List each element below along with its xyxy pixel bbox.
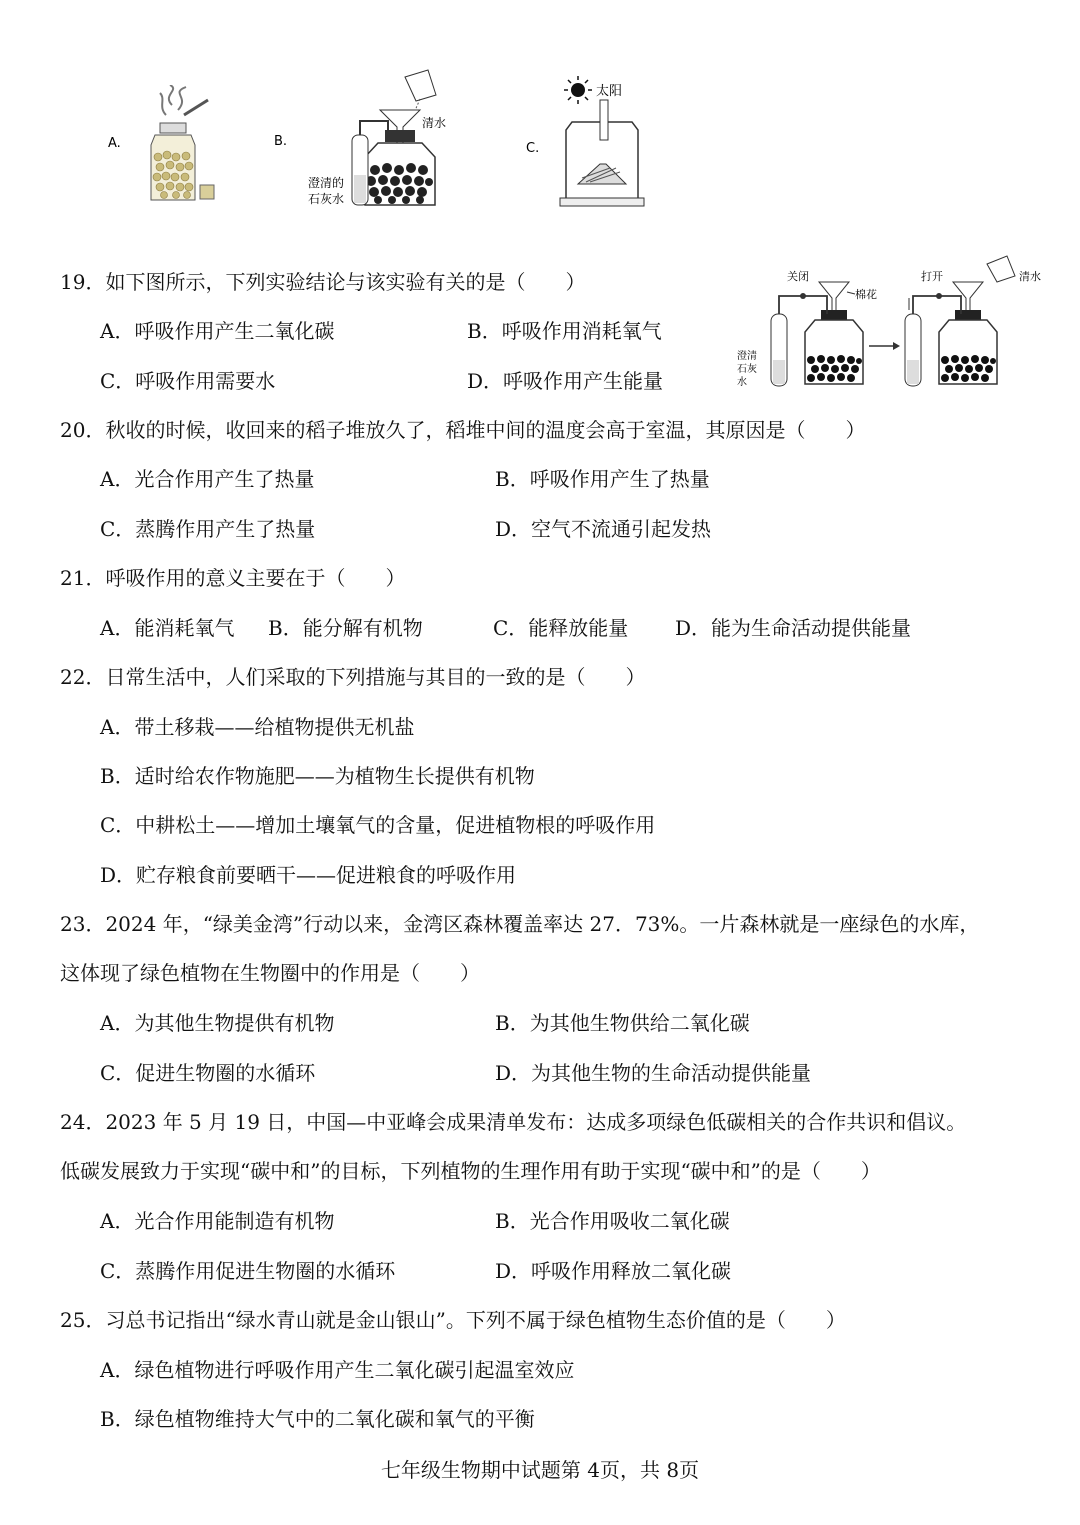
figure-b-limewater-1: 澄清的	[308, 176, 345, 190]
q24-option-a[interactable]: A．光合作用能制造有机物	[100, 1209, 335, 1233]
q23-option-a[interactable]: A．为其他生物提供有机物	[100, 1011, 335, 1035]
q25-option-b[interactable]: B．绿色植物维持大气中的二氧化碳和氧气的平衡	[100, 1407, 535, 1431]
q25-stem: 25．习总书记指出“绿水青山就是金山银山”。下列不属于绿色植物生态价值的是（ ）	[60, 1308, 846, 1332]
q24-option-b[interactable]: B．光合作用吸收二氧化碳	[495, 1209, 730, 1233]
q19-option-c[interactable]: C．呼吸作用需要水	[100, 369, 276, 393]
q19-limewater-3: 水	[737, 377, 747, 388]
q25-option-a[interactable]: A．绿色植物进行呼吸作用产生二氧化碳引起温室效应	[100, 1358, 575, 1382]
q23-stem-line-2: 这体现了绿色植物在生物圈中的作用是（ ）	[60, 961, 480, 985]
q22-option-a[interactable]: A．带土移栽——给植物提供无机盐	[100, 715, 415, 739]
q20-stem: 20．秋收的时候，收回来的稻子堆放久了，稻堆中间的温度会高于室温，其原因是（ ）	[60, 418, 866, 442]
q21-option-a[interactable]: A．能消耗氧气	[100, 616, 235, 640]
q19-option-d[interactable]: D．呼吸作用产生能量	[467, 369, 664, 393]
q21-option-c[interactable]: C．能释放能量	[493, 616, 629, 640]
q19-option-b[interactable]: B．呼吸作用消耗氧气	[467, 319, 662, 343]
q22-option-c[interactable]: C．中耕松土——增加土壤氧气的含量，促进植物根的呼吸作用	[100, 813, 656, 837]
q22-stem: 22．日常生活中，人们采取的下列措施与其目的一致的是（ ）	[60, 665, 646, 689]
q19-option-a[interactable]: A．呼吸作用产生二氧化碳	[100, 319, 335, 343]
q23-option-b[interactable]: B．为其他生物供给二氧化碳	[495, 1011, 750, 1035]
q23-option-c[interactable]: C．促进生物圈的水循环	[100, 1061, 316, 1085]
q19-cotton-label: 棉花	[855, 288, 877, 301]
q23-option-d[interactable]: D．为其他生物的生命活动提供能量	[495, 1061, 812, 1085]
q19-stem: 19．如下图所示，下列实验结论与该实验有关的是（ ）	[60, 270, 586, 294]
figure-b-label: B.	[274, 134, 288, 149]
figure-a-label: A.	[108, 136, 121, 151]
q24-option-c[interactable]: C．蒸腾作用促进生物圈的水循环	[100, 1259, 396, 1283]
figure-c-sun-label: 太阳	[596, 84, 623, 99]
q20-option-a[interactable]: A．光合作用产生了热量	[100, 467, 315, 491]
q20-option-c[interactable]: C．蒸腾作用产生了热量	[100, 517, 316, 541]
q19-limewater-2: 石灰	[737, 364, 757, 375]
figure-b-water-label: 清水	[422, 116, 447, 130]
q19-figure	[735, 252, 1045, 397]
figure-b	[270, 65, 470, 215]
figure-c-label: C.	[526, 141, 540, 156]
q19-closed-label: 关闭	[787, 270, 809, 283]
q20-option-b[interactable]: B．呼吸作用产生了热量	[495, 467, 710, 491]
q21-stem: 21．呼吸作用的意义主要在于（ ）	[60, 566, 406, 590]
q20-option-d[interactable]: D．空气不流通引起发热	[495, 517, 712, 541]
q22-option-b[interactable]: B．适时给农作物施肥——为植物生长提供有机物	[100, 764, 535, 788]
q19-water-label: 清水	[1019, 270, 1041, 283]
q22-option-d[interactable]: D．贮存粮食前要晒干——促进粮食的呼吸作用	[100, 863, 517, 887]
q23-stem-line-1: 23．2024 年，“绿美金湾”行动以来，金湾区森林覆盖率达 27．73%。一片森林就是一座绿色的水库，	[60, 912, 980, 936]
q21-option-d[interactable]: D．能为生命活动提供能量	[675, 616, 912, 640]
q19-open-label: 打开	[921, 270, 943, 283]
figure-c	[520, 72, 670, 212]
q19-limewater-1: 澄清	[737, 351, 757, 362]
figure-b-limewater-2: 石灰水	[308, 192, 345, 206]
q24-stem-line-2: 低碳发展致力于实现“碳中和”的目标，下列植物的生理作用有助于实现“碳中和”的是（ ）	[60, 1159, 881, 1183]
q24-stem-line-1: 24．2023 年 5 月 19 日，中国—中亚峰会成果清单发布：达成多项绿色低碳相关的合作共识和倡议。	[60, 1110, 967, 1134]
q24-option-d[interactable]: D．呼吸作用释放二氧化碳	[495, 1259, 732, 1283]
figure-a	[100, 85, 230, 210]
q21-option-b[interactable]: B．能分解有机物	[268, 616, 423, 640]
page-footer: 七年级生物期中试题第 4页，共 8页	[380, 1458, 700, 1482]
